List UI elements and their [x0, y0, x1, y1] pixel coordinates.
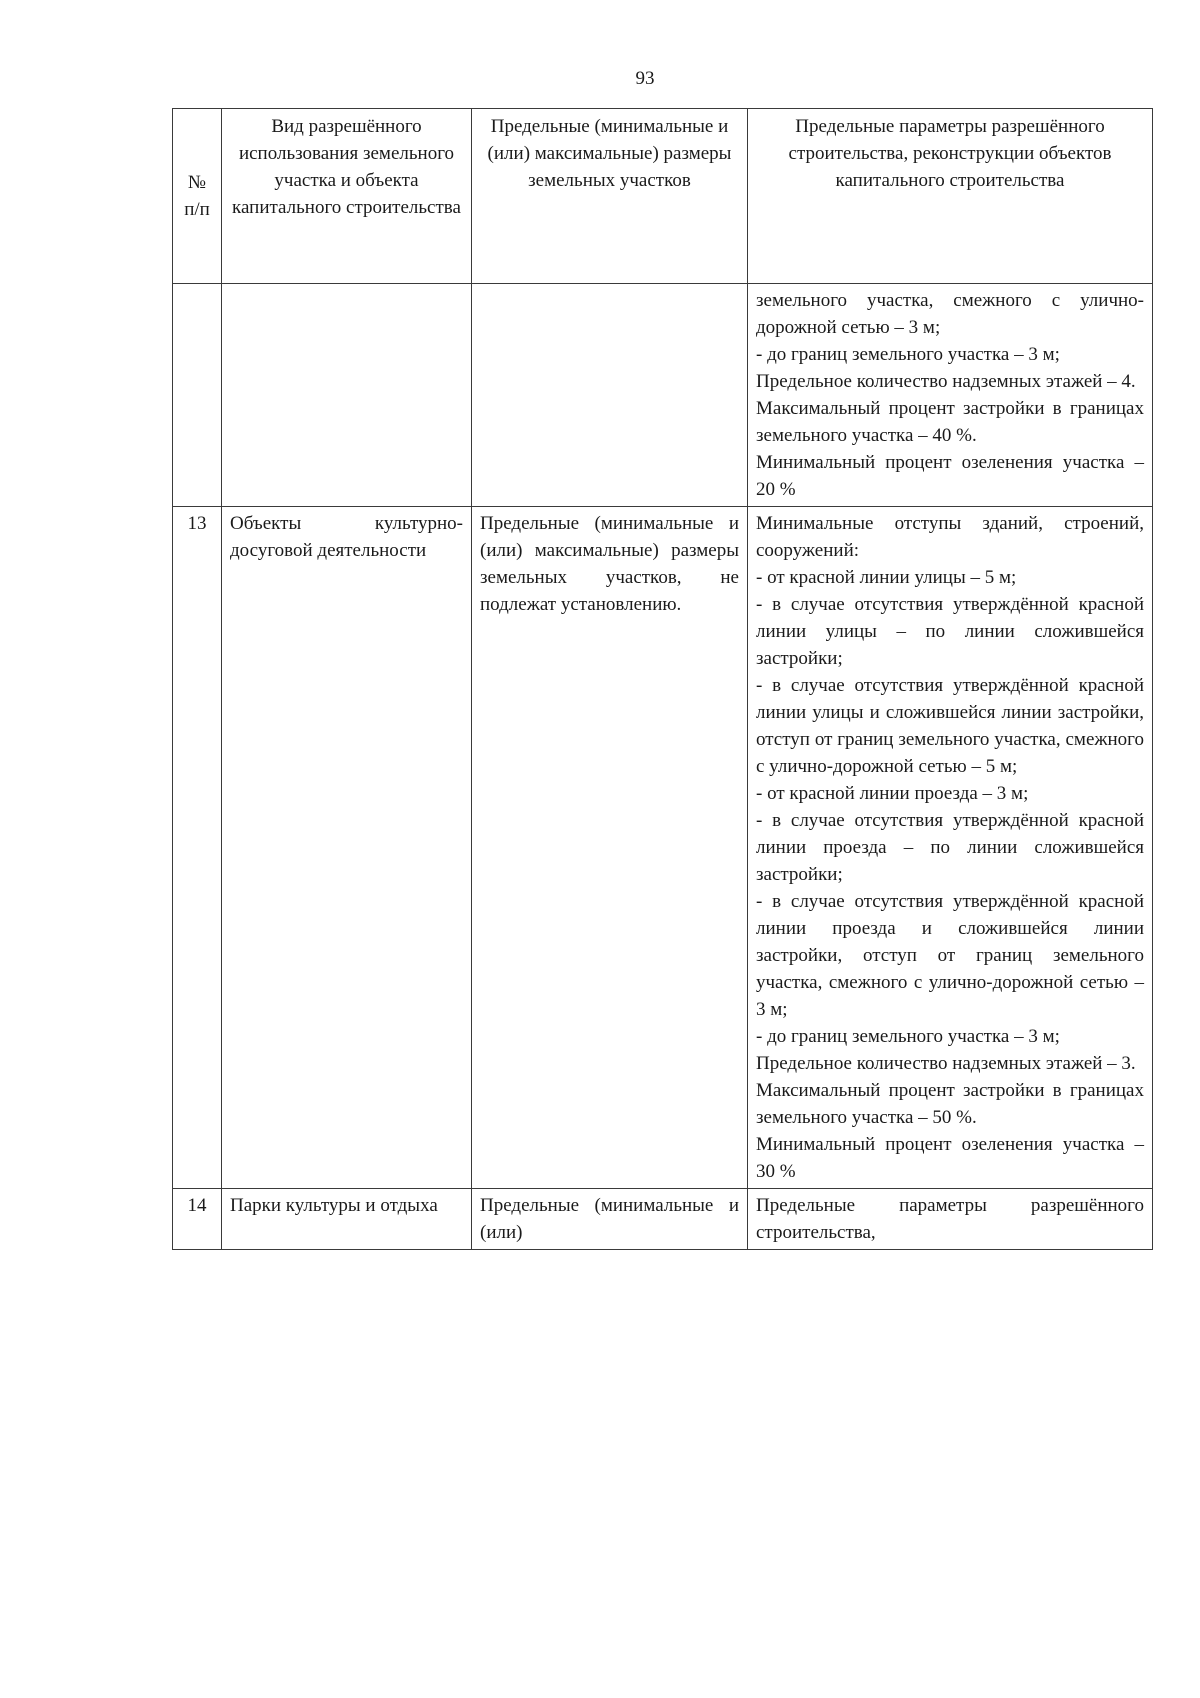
param-line: земельного участка, смежного с улично-дорожной сетью – 3 м; [756, 290, 1144, 338]
row-permitted-use: Объекты культурно-досуговой деятельности [222, 507, 472, 1189]
table-header-row [173, 109, 1153, 284]
param-line: Минимальный процент озеленения участка – 30 % [756, 1134, 1144, 1182]
param-line: - до границ земельного участка – 3 м; [756, 1026, 1060, 1047]
row-plot-size: Предельные (минимальные и (или) максимальные) размеры земельных участков, не подлежат установлению. [472, 507, 748, 1189]
header-permitted-use: Вид разрешённого использования земельного участка и объекта капитального строительства [222, 109, 472, 284]
page-number: 93 [635, 68, 655, 89]
table-row [173, 507, 1153, 1189]
row-building-parameters [748, 1189, 1153, 1250]
parameters-table [172, 108, 1153, 1250]
land-use-table [172, 108, 1152, 1250]
row-plot-size [472, 284, 748, 507]
param-line: - в случае отсутствия утверждённой красной линии проезда и сложившейся линии застройки, отступ от границ земельного участка, смежного с улично-дорожной сетью – 3 м; [756, 891, 1144, 1020]
param-line: Предельное количество надземных этажей – 3. [756, 1053, 1136, 1074]
param-line: - в случае отсутствия утверждённой красной линии улицы и сложившейся линии застройки, отступ от границ земельного участка, смежного с улично-дорожной сетью – 5 м; [756, 675, 1144, 777]
row-permitted-use [222, 284, 472, 507]
param-line: - от красной линии проезда – 3 м; [756, 783, 1029, 804]
table-row [173, 1189, 1153, 1250]
header-number: № п/п [173, 109, 222, 284]
row-permitted-use: Парки культуры и отдыха [222, 1189, 472, 1250]
row-number: 14 [173, 1189, 222, 1250]
row-building-parameters [748, 507, 1153, 1189]
header-building-parameters: Предельные параметры разрешённого строительства, реконструкции объектов капитального строительства [748, 109, 1153, 284]
row-number [173, 284, 222, 507]
param-line: - в случае отсутствия утверждённой красной линии проезда – по линии сложившейся застройки; [756, 810, 1144, 885]
param-line: Предельные параметры разрешённого строительства, [756, 1195, 1144, 1243]
table-row [173, 284, 1153, 507]
param-line: Минимальный процент озеленения участка – 20 % [756, 452, 1144, 500]
param-line: Максимальный процент застройки в границах земельного участка – 40 %. [756, 398, 1144, 446]
param-line: - до границ земельного участка – 3 м; [756, 344, 1060, 365]
param-line: - от красной линии улицы – 5 м; [756, 567, 1017, 588]
row-number: 13 [173, 507, 222, 1189]
row-plot-size: Предельные (минимальные и (или) [472, 1189, 748, 1250]
row-building-parameters [748, 284, 1153, 507]
param-line: Максимальный процент застройки в границах земельного участка – 50 %. [756, 1080, 1144, 1128]
header-plot-size: Предельные (минимальные и (или) максимальные) размеры земельных участков [472, 109, 748, 284]
param-line: - в случае отсутствия утверждённой красной линии улицы – по линии сложившейся застройки; [756, 594, 1144, 669]
param-line: Предельное количество надземных этажей – 4. [756, 371, 1136, 392]
param-line: Минимальные отступы зданий, строений, сооружений: [756, 513, 1144, 561]
